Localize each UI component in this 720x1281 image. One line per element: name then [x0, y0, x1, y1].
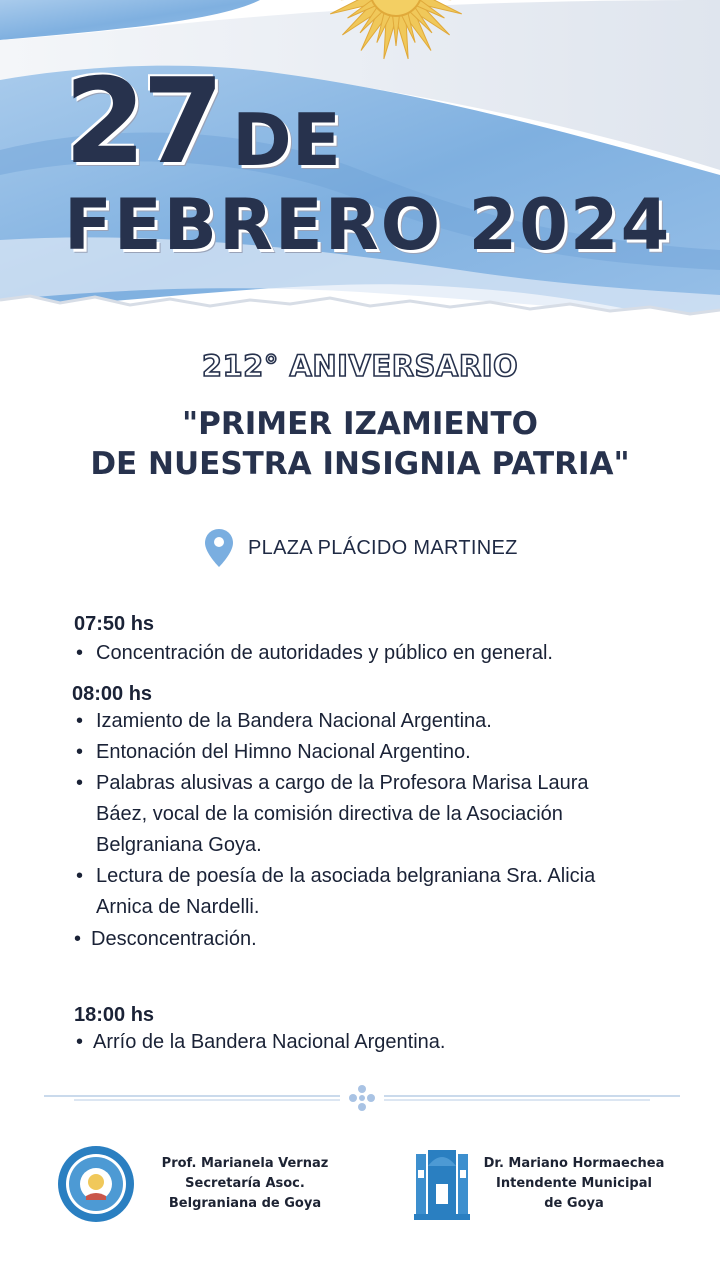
- map-pin-icon: [204, 528, 234, 568]
- schedule-item-text: Arrío de la Bandera Nacional Argentina.: [93, 1031, 446, 1053]
- location-text: PLAZA PLÁCIDO MARTINEZ: [248, 536, 518, 559]
- event-title-line2: DE NUESTRA INSIGNIA PATRIA": [90, 446, 630, 482]
- schedule-item: • Lectura de poesía de la asociada belgraniana Sra. Alicia Arnica de Nardelli.: [76, 861, 595, 923]
- date-month-year: FEBRERO 2024: [64, 184, 672, 266]
- schedule-item: • Arrío de la Bandera Nacional Argentina.: [76, 1027, 445, 1058]
- schedule-item: • Desconcentración.: [74, 924, 257, 955]
- date-de: DE: [232, 98, 341, 182]
- schedule-item: • Entonación del Himno Nacional Argentino.: [76, 737, 471, 768]
- schedule-item-text: Palabras alusivas a cargo de la Profesora Marisa Laura: [96, 772, 589, 794]
- schedule-time-1: 07:50 hs: [74, 613, 155, 635]
- schedule-item-text: Izamiento de la Bandera Nacional Argentina.: [96, 710, 492, 732]
- schedule-item-text: Desconcentración.: [91, 928, 257, 950]
- left-signer-name: Prof. Marianela Vernaz: [161, 1156, 329, 1171]
- ornament-divider: [44, 1083, 680, 1113]
- right-signer-name: Dr. Mariano Hormaechea: [483, 1156, 665, 1171]
- flag-banner: [0, 0, 720, 360]
- event-title-line1: "PRIMER IZAMIENTO: [182, 406, 538, 442]
- left-signer-role: Secretaría Asoc.: [185, 1176, 305, 1191]
- schedule-item-text: Lectura de poesía de la asociada belgraniana Sra. Alicia: [96, 865, 596, 887]
- schedule-item-text: Concentración de autoridades y público en general.: [96, 642, 553, 664]
- association-seal-icon: [56, 1144, 136, 1224]
- municipal-crest-icon: [414, 1146, 470, 1222]
- schedule-item: • Palabras alusivas a cargo de la Profesora Marisa Laura Báez, vocal de la comisión directiva de la Asociación Belgraniana Goya.: [76, 768, 588, 861]
- anniversary-heading: 212° ANIVERSARIO: [201, 349, 519, 383]
- schedule-item-text: Arnica de Nardelli.: [96, 896, 260, 918]
- schedule-item-text: Báez, vocal de la comisión directiva de la Asociación: [96, 803, 563, 825]
- schedule-item-text: Belgraniana Goya.: [96, 834, 262, 856]
- right-signer-org: de Goya: [544, 1196, 604, 1211]
- right-signer-role: Intendente Municipal: [496, 1176, 652, 1191]
- schedule-time-3: 18:00 hs: [74, 1004, 155, 1026]
- location: [204, 528, 518, 568]
- schedule-item: • Concentración de autoridades y público en general.: [76, 638, 553, 669]
- footer-signature-left: [56, 1144, 340, 1224]
- date-day: 27: [64, 52, 221, 190]
- schedule-time-2: 08:00 hs: [72, 683, 153, 705]
- schedule-item-text: Entonación del Himno Nacional Argentino.: [96, 741, 471, 763]
- footer-signature-right: [414, 1146, 674, 1222]
- left-signer-org: Belgraniana de Goya: [168, 1196, 322, 1211]
- schedule-item: • Izamiento de la Bandera Nacional Argentina.: [76, 706, 492, 737]
- flourish-icon: [349, 1085, 375, 1111]
- event-title: [0, 404, 720, 484]
